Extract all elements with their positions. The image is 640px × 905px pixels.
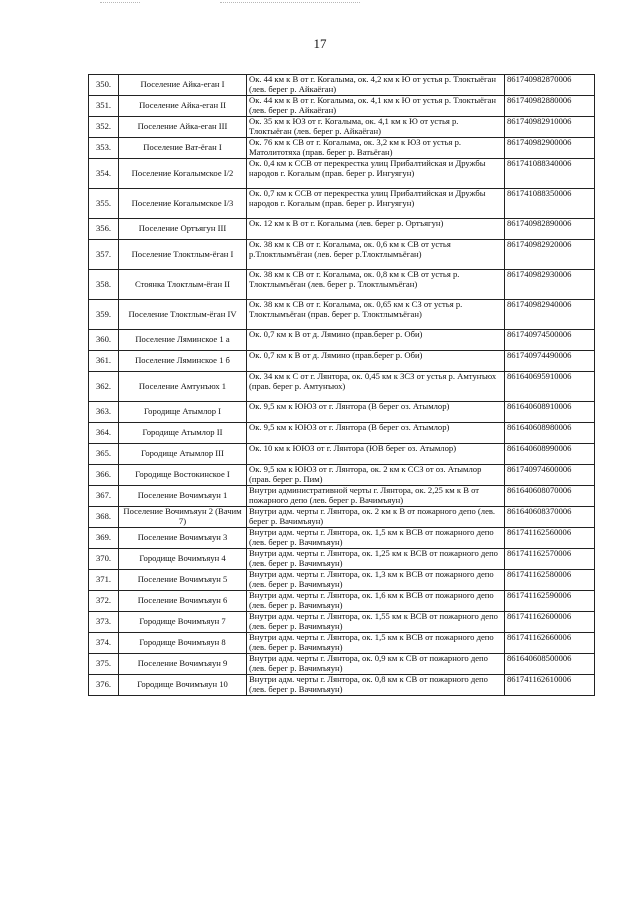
row-number: 354. (89, 159, 119, 189)
heritage-sites-table (88, 74, 595, 696)
table-row (89, 351, 595, 372)
site-location: Ок. 10 км к ЮЮЗ от г. Лянтора (ЮВ берег оз. Атымлор) (247, 444, 505, 465)
table-row (89, 465, 595, 486)
table-row (89, 486, 595, 507)
table-row (89, 138, 595, 159)
site-registry-code: 861741088350006 (505, 189, 595, 219)
row-number: 367. (89, 486, 119, 507)
site-location: Ок. 9,5 км к ЮЮЗ от г. Лянтора (В берег оз. Атымлор) (247, 402, 505, 423)
site-location: Ок. 44 км к В от г. Когалыма, ок. 4,1 км к Ю от устья р. Тлоктыёган (лев. берег р. Айкаёган) (247, 96, 505, 117)
site-location: Ок. 38 км к СВ от г. Когалыма, ок. 0,6 км к СВ от устья р.Тлоктлымъёган (лев. берег р.Тлоктлымъёган) (247, 240, 505, 270)
site-name: Городище Атымлор I (119, 402, 247, 423)
site-registry-code: 861740974600006 (505, 465, 595, 486)
row-number: 350. (89, 75, 119, 96)
site-location: Ок. 0,7 км к В от д. Лямино (прав.берег р. Оби) (247, 330, 505, 351)
site-registry-code: 861740982920006 (505, 240, 595, 270)
row-number: 359. (89, 300, 119, 330)
site-location: Ок. 12 км к В от г. Когалыма (лев. берег р. Ортъягун) (247, 219, 505, 240)
site-name: Городище Вочимъяун 7 (119, 612, 247, 633)
table-row (89, 402, 595, 423)
site-location: Внутри адм. черты г. Лянтора, ок. 1,3 км к ВСВ от пожарного депо (лев. берег р. Вачимъяун) (247, 570, 505, 591)
row-number: 355. (89, 189, 119, 219)
row-number: 365. (89, 444, 119, 465)
row-number: 357. (89, 240, 119, 270)
site-registry-code: 861740982900006 (505, 138, 595, 159)
site-location: Ок. 9,5 км к ЮЮЗ от г. Лянтора (В берег оз. Атымлор) (247, 423, 505, 444)
table-row (89, 300, 595, 330)
table-row (89, 654, 595, 675)
table-row (89, 612, 595, 633)
site-registry-code: 861640695910006 (505, 372, 595, 402)
table-row (89, 570, 595, 591)
site-location: Ок. 9,5 км к ЮЮЗ от г. Лянтора, ок. 2 км к ССЗ от оз. Атымлор (прав. берег р. Пим) (247, 465, 505, 486)
site-name: Поселение Ват-ёган I (119, 138, 247, 159)
row-number: 360. (89, 330, 119, 351)
site-location: Ок. 0,7 км к ССВ от перекрестка улиц Прибалтийская и Дружбы народов г. Когалым (прав. берег р. Ингуягун) (247, 189, 505, 219)
row-number: 353. (89, 138, 119, 159)
site-name: Поселение Ляминское 1 б (119, 351, 247, 372)
site-registry-code: 861740982940006 (505, 300, 595, 330)
table-row (89, 507, 595, 528)
row-number: 351. (89, 96, 119, 117)
row-number: 369. (89, 528, 119, 549)
row-number: 356. (89, 219, 119, 240)
site-name: Поселение Айка-еган II (119, 96, 247, 117)
site-location: Внутри адм. черты г. Лянтора, ок. 1,25 км к ВСВ от пожарного депо (лев. берег р. Вачимъяун) (247, 549, 505, 570)
table-row (89, 372, 595, 402)
site-name: Поселение Тлоктлым-ёган I (119, 240, 247, 270)
row-number: 371. (89, 570, 119, 591)
table-row (89, 219, 595, 240)
site-name: Поселение Вочимъяун 6 (119, 591, 247, 612)
site-location: Внутри адм. черты г. Лянтора, ок. 1,55 км к ВСВ от пожарного депо (лев. берег р. Вачимъяун) (247, 612, 505, 633)
row-number: 362. (89, 372, 119, 402)
site-location: Ок. 0,7 км к В от д. Лямино (прав.берег р. Оби) (247, 351, 505, 372)
table-row (89, 75, 595, 96)
site-location: Ок. 0,4 км к ССВ от перекрестка улиц Прибалтийская и Дружбы народов г. Когалым (прав. берег р. Ингуягун) (247, 159, 505, 189)
site-name: Поселение Амтунъюх 1 (119, 372, 247, 402)
site-registry-code: 861640608370006 (505, 507, 595, 528)
row-number: 364. (89, 423, 119, 444)
site-registry-code: 861741162590006 (505, 591, 595, 612)
page-number: 17 (313, 36, 327, 51)
site-registry-code: 861741162580006 (505, 570, 595, 591)
site-name: Поселение Айка-еган III (119, 117, 247, 138)
site-registry-code: 861740974500006 (505, 330, 595, 351)
site-registry-code: 861740982880006 (505, 96, 595, 117)
row-number: 376. (89, 675, 119, 696)
site-location: Внутри административной черты г. Лянтора, ок. 2,25 км к В от пожарного депо (лев. берег р. Вачимъяун) (247, 486, 505, 507)
site-name: Поселение Ляминское 1 а (119, 330, 247, 351)
row-number: 363. (89, 402, 119, 423)
site-location: Ок. 35 км к ЮЗ от г. Когалыма, ок. 4,1 км к Ю от устья р. Тлоктыёган (лев. берег р. Айкаёган) (247, 117, 505, 138)
table-row (89, 423, 595, 444)
site-registry-code: 861741162560006 (505, 528, 595, 549)
site-registry-code: 861640608980006 (505, 423, 595, 444)
site-location: Ок. 38 км к СВ от г. Когалыма, ок. 0,8 км к СВ от устья р. Тлоктлымъёган (лев. берег р. Тлоктлымъёган) (247, 270, 505, 300)
scan-artifact-right (220, 2, 360, 13)
table-row (89, 549, 595, 570)
site-location: Ок. 34 км к С от г. Лянтора, ок. 0,45 км к ЗСЗ от устья р. Амтунъюх (прав. берег р. Амтунъюх) (247, 372, 505, 402)
table-row (89, 159, 595, 189)
site-registry-code: 861640608070006 (505, 486, 595, 507)
site-name: Городище Вочимъяун 4 (119, 549, 247, 570)
site-name: Городище Востокинское I (119, 465, 247, 486)
site-location: Внутри адм. черты г. Лянтора, ок. 0,9 км к СВ от пожарного депо (лев. берег р. Вачимъяун) (247, 654, 505, 675)
site-registry-code: 861740982890006 (505, 219, 595, 240)
row-number: 374. (89, 633, 119, 654)
site-registry-code: 861741162600006 (505, 612, 595, 633)
table-row (89, 444, 595, 465)
site-name: Городище Атымлор III (119, 444, 247, 465)
site-registry-code: 861640608910006 (505, 402, 595, 423)
site-name: Поселение Вочимъяун 3 (119, 528, 247, 549)
row-number: 368. (89, 507, 119, 528)
table-row (89, 270, 595, 300)
site-registry-code: 861740982870006 (505, 75, 595, 96)
row-number: 370. (89, 549, 119, 570)
site-location: Внутри адм. черты г. Лянтора, ок. 2 км к В от пожарного депо (лев. берег р. Вачимъяун) (247, 507, 505, 528)
site-location: Ок. 38 км к СВ от г. Когалыма, ок. 0,65 км к СЗ от устья р. Тлоктлымъёган (прав. берег р. Тлоктлымъёган) (247, 300, 505, 330)
table-row (89, 96, 595, 117)
site-registry-code: 861741162660006 (505, 633, 595, 654)
site-registry-code: 861740982910006 (505, 117, 595, 138)
site-registry-code: 861640608500006 (505, 654, 595, 675)
site-name: Поселение Ортъягун III (119, 219, 247, 240)
site-location: Внутри адм. черты г. Лянтора, ок. 1,6 км к ВСВ от пожарного депо (лев. берег р. Вачимъяун) (247, 591, 505, 612)
site-location: Ок. 76 км к СВ от г. Когалыма, ок. 3,2 км к ЮЗ от устья р. Матолитотяха (прав. берег р. Ватьёган) (247, 138, 505, 159)
row-number: 358. (89, 270, 119, 300)
scan-artifact-left (100, 2, 140, 13)
table-row (89, 117, 595, 138)
site-location: Ок. 44 км к В от г. Когалыма, ок. 4,2 км к Ю от устья р. Тлоктыёган (лев. берег р. Айкаёган) (247, 75, 505, 96)
table-body (89, 75, 595, 696)
site-name: Поселение Вочимъяун 5 (119, 570, 247, 591)
site-registry-code: 861740974490006 (505, 351, 595, 372)
table-row (89, 675, 595, 696)
site-name: Городище Вочимъяун 8 (119, 633, 247, 654)
row-number: 352. (89, 117, 119, 138)
site-registry-code: 861741162610006 (505, 675, 595, 696)
table-row (89, 591, 595, 612)
row-number: 375. (89, 654, 119, 675)
site-location: Внутри адм. черты г. Лянтора, ок. 0,8 км к СВ от пожарного депо (лев. берег р. Вачимъяун) (247, 675, 505, 696)
site-name: Городище Атымлор II (119, 423, 247, 444)
site-name: Поселение Айка-еган I (119, 75, 247, 96)
site-name: Поселение Тлоктлым-ёган IV (119, 300, 247, 330)
site-name: Поселение Когалымское I/3 (119, 189, 247, 219)
site-location: Внутри адм. черты г. Лянтора, ок. 1,5 км к ВСВ от пожарного депо (лев. берег р. Вачимъяун) (247, 528, 505, 549)
row-number: 373. (89, 612, 119, 633)
site-name: Поселение Вочимъяун 1 (119, 486, 247, 507)
row-number: 372. (89, 591, 119, 612)
table-row (89, 330, 595, 351)
row-number: 366. (89, 465, 119, 486)
table-row (89, 528, 595, 549)
site-location: Внутри адм. черты г. Лянтора, ок. 1,5 км к ВСВ от пожарного депо (лев. берег р. Вачимъяун) (247, 633, 505, 654)
site-registry-code: 861640608990006 (505, 444, 595, 465)
table-row (89, 189, 595, 219)
site-name: Поселение Вочимъяун 9 (119, 654, 247, 675)
table-row (89, 240, 595, 270)
site-name: Поселение Вочимъяун 2 (Вачим 7) (119, 507, 247, 528)
site-registry-code: 861741088340006 (505, 159, 595, 189)
table-row (89, 633, 595, 654)
site-name: Поселение Когалымское I/2 (119, 159, 247, 189)
site-registry-code: 861741162570006 (505, 549, 595, 570)
site-name: Городище Вочимъяун 10 (119, 675, 247, 696)
row-number: 361. (89, 351, 119, 372)
site-registry-code: 861740982930006 (505, 270, 595, 300)
site-name: Стоянка Тлоктлым-ёган II (119, 270, 247, 300)
